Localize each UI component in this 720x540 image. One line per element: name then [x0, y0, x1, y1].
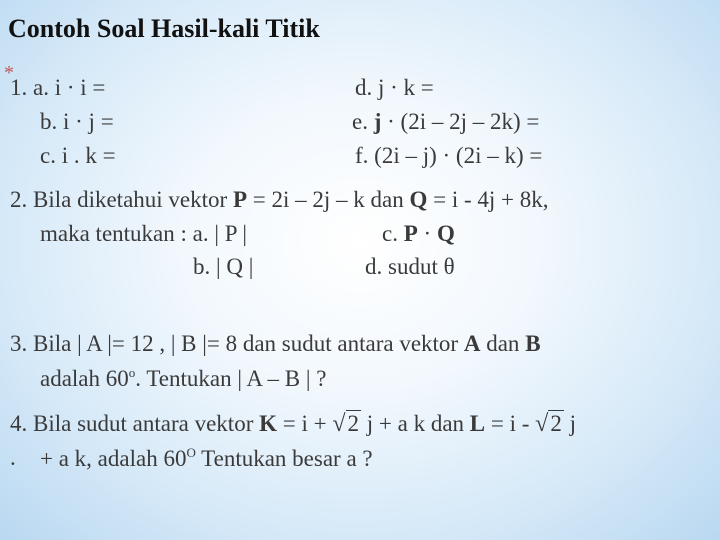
problem-4-text-g: Tentukan besar a ?: [195, 446, 373, 471]
problem-4-text-a: 4. Bila sudut antara vektor: [10, 411, 260, 436]
bullet-asterisk: *: [4, 62, 14, 84]
problem-1-e-vector-j: j: [373, 109, 382, 134]
problem-3-vector-a: A: [463, 331, 481, 356]
problem-4-text-d: = i -: [485, 411, 536, 436]
problem-3-line-1: [10, 332, 541, 355]
problem-2-part-d: d. sudut θ: [365, 254, 455, 279]
problem-1-c: c. i . k =: [40, 143, 116, 168]
problem-3-line-2: [40, 366, 326, 390]
problem-2-part-c-q: Q: [436, 221, 455, 246]
problem-2-part-c-label: c.: [382, 221, 404, 246]
problem-4-text-c: j + a k dan: [361, 411, 470, 436]
problem-2-part-c-dot: ·: [417, 221, 437, 246]
problem-4-text-e: j: [563, 411, 576, 436]
problem-4-sqrt-2: [535, 412, 564, 436]
problem-4-text-b: = i +: [277, 411, 333, 436]
problem-4-text-f: + a k, adalah 60: [40, 446, 187, 471]
problem-3-text-c: adalah 60: [40, 366, 129, 391]
problem-3-vector-b: B: [525, 331, 541, 356]
problem-4-line-1: [10, 412, 576, 436]
problem-3-text-d: . Tentukan | A – B | ?: [135, 366, 327, 391]
problem-4-vector-l: L: [469, 411, 486, 436]
problem-2-vector-q: Q: [409, 187, 428, 212]
radical-sign-2: √: [535, 411, 549, 437]
problem-2-line-1: [10, 188, 549, 211]
problem-2-text-b: = 2i – 2j – k dan: [247, 187, 410, 212]
problem-4-line-2: [40, 446, 373, 470]
problem-4-degree: O: [186, 445, 196, 460]
problem-2-part-c: [382, 222, 455, 245]
problem-3-text-b: dan: [480, 331, 526, 356]
problem-2-text-c: = i - 4j + 8k,: [427, 187, 549, 212]
problem-2-text-a: 2. Bila diketahui vektor: [10, 187, 233, 212]
slide-title: Contoh Soal Hasil-kali Titik: [8, 14, 320, 43]
radical-sign-1: √: [332, 411, 346, 437]
problem-3-degree: o: [128, 365, 136, 380]
problem-1-b: b. i · j =: [40, 109, 114, 134]
problem-1-d: d. j · k =: [355, 75, 434, 100]
problem-1-f: f. (2i – j) · (2i – k) =: [355, 143, 543, 168]
problem-1-e: [352, 110, 539, 133]
sqrt-value-2: 2: [550, 411, 562, 436]
problem-1-a: 1. a. i · i =: [10, 75, 106, 100]
problem-2-part-a: maka tentukan : a. | P |: [40, 221, 247, 246]
problem-4-sqrt-1: [332, 412, 361, 436]
problem-2-vector-p: P: [232, 187, 247, 212]
problem-2-part-c-p: P: [403, 221, 418, 246]
problem-1-e-expr: · (2i – 2j – 2k) =: [381, 109, 540, 134]
problem-3-text-a: 3. Bila | A |= 12 , | B |= 8 dan sudut antara vektor: [10, 331, 464, 356]
problem-1-e-label: e.: [352, 109, 368, 134]
problem-2-part-b: b. | Q |: [193, 254, 254, 279]
sqrt-value-1: 2: [347, 411, 360, 436]
problem-4-continuation-dot: .: [10, 445, 16, 470]
problem-4-vector-k: K: [259, 411, 277, 436]
